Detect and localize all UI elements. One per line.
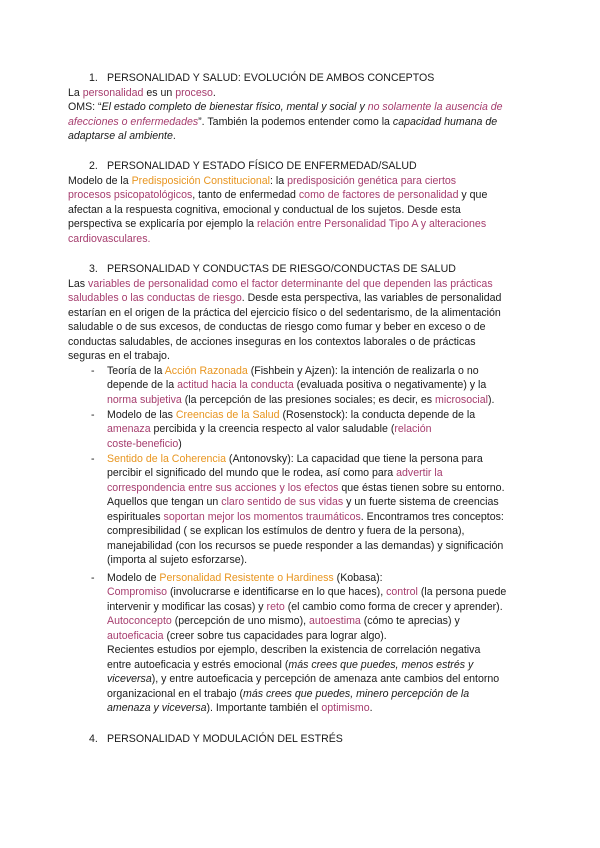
b3-line-8: (importa al sujeto esforzarse). (107, 554, 248, 566)
b3-line-2: percibir el significado del mundo que le rodea, así como para advertir la (107, 467, 443, 479)
b3-line-4: Aquellos que tengan un claro sentido de sus vidas y un fuerte sistema de creencias (107, 496, 499, 508)
b2-line-3: coste-beneficio) (107, 438, 182, 450)
section-1-number: 1. (89, 72, 98, 84)
s2-line-4: perspectiva se explicaría por ejemplo la relación entre Personalidad Tipo A y alteraciones (68, 218, 487, 230)
s1-line-2: OMS: “El estado completo de bienestar físico, mental y social y no solamente la ausencia de (68, 101, 503, 113)
s1-line-3: afecciones o enfermedades”. También la podemos entender como la capacidad humana de (68, 116, 498, 128)
s3-line-3: estarían en el origen de la práctica del ejercicio físico o del sedentarismo, de la alimentación (68, 307, 501, 319)
b1-line-2: depende de la actitud hacia la conducta (evaluada positiva o negativamente) y la (107, 379, 487, 391)
section-1-heading: PERSONALIDAD Y SALUD: EVOLUCIÓN DE AMBOS CONCEPTOS (107, 72, 435, 84)
section-2-heading: PERSONALIDAD Y ESTADO FÍSICO DE ENFERMEDAD/SALUD (107, 160, 417, 172)
b4-line-3: intervenir y modificar las cosas) y reto (el cambio como forma de crecer y aprender). (107, 601, 503, 613)
b4-line-9: organizacional en el trabajo (más crees que puedes, minero percepción de la (107, 688, 470, 700)
b1-line-1: Teoría de la Acción Razonada (Fishbein y Ajzen): la intención de realizarla o no (107, 365, 479, 377)
b1-line-3: norma subjetiva (la percepción de las presiones sociales; es decir, es microsocial). (107, 394, 495, 406)
s3-line-1: Las variables de personalidad como el factor determinante del que dependen las prácticas (68, 278, 493, 290)
b4-line-6: Recientes estudios por ejemplo, describen la existencia de correlación negativa (107, 644, 481, 656)
b3-line-5: espirituales soportan mejor los momentos traumáticos. Encontramos tres conceptos: (107, 511, 504, 523)
b2-line-1: Modelo de las Creencias de la Salud (Rosenstock): la conducta depende de la (107, 409, 476, 421)
b3-line-7: manejabilidad (con los recursos se puede responder a las demandas) y significación (107, 540, 504, 552)
s3-line-6: seguras en el trabajo. (68, 350, 170, 362)
s3-line-4: saludable o de sus excesos, de conductas de riesgo como fumar y beber en exceso o de (68, 321, 486, 333)
section-4-number: 4. (89, 733, 98, 745)
b3-line-6: compresibilidad ( se explican los estímulos de dentro y fuera de la persona), (107, 525, 465, 537)
b4-line-7: entre autoeficacia y estrés emocional (más crees que puedes, menos estrés y (107, 659, 474, 671)
section-2-number: 2. (89, 160, 98, 172)
b4-line-4: Autoconcepto (percepción de uno mismo), autoestima (cómo te aprecias) y (107, 615, 460, 627)
s2-line-1: Modelo de la Predisposición Constitucional: la predisposición genética para ciertos (68, 175, 457, 187)
bullet-marker-3: - (91, 453, 95, 465)
section-3-heading: PERSONALIDAD Y CONDUCTAS DE RIESGO/CONDUCTAS DE SALUD (107, 263, 456, 275)
b2-line-2: amenaza percibida y la creencia respecto al valor saludable (relación (107, 423, 432, 435)
s1-line-4: adaptarse al ambiente. (68, 130, 176, 142)
bullet-marker-1: - (91, 365, 95, 377)
section-3-number: 3. (89, 263, 98, 275)
section-4-heading: PERSONALIDAD Y MODULACIÓN DEL ESTRÉS (107, 733, 343, 745)
s3-line-2: saludables o las conductas de riesgo. Desde esta perspectiva, las variables de personalidad (68, 292, 502, 304)
b4-line-2: Compromiso (involucrarse e identificarse en lo que haces), control (la persona puede (107, 586, 507, 598)
b4-line-1: Modelo de Personalidad Resistente o Hardiness (Kobasa): (107, 572, 383, 584)
b4-line-8: viceversa), y entre autoeficacia y percepción de amenaza ante cambios del entorno (107, 673, 500, 685)
bullet-marker-2: - (91, 409, 95, 421)
s2-line-2: procesos psicopatológicos, tanto de enfermedad como de factores de personalidad y que (68, 189, 488, 201)
bullet-marker-4: - (91, 572, 95, 584)
b4-line-5: autoeficacia (creer sobre tus capacidades para lograr algo). (107, 630, 387, 642)
s2-line-5: cardiovasculares. (68, 233, 151, 245)
b3-line-1: Sentido de la Coherencia (Antonovsky): La capacidad que tiene la persona para (107, 453, 483, 465)
b3-line-3: correspondencia entre sus acciones y los efectos que éstas tienen sobre su entorno. (107, 482, 505, 494)
s3-line-5: conductas saludables, de acciones inseguras en los contextos laborales o de prácticas (68, 336, 476, 348)
s2-line-3: afectan a la respuesta cognitiva, emocional y conductual de los sujetos. Desde esta (68, 204, 461, 216)
b4-line-10: amenaza y viceversa). Importante también el optimismo. (107, 702, 373, 714)
s1-line-1: La personalidad es un proceso. (68, 87, 216, 99)
